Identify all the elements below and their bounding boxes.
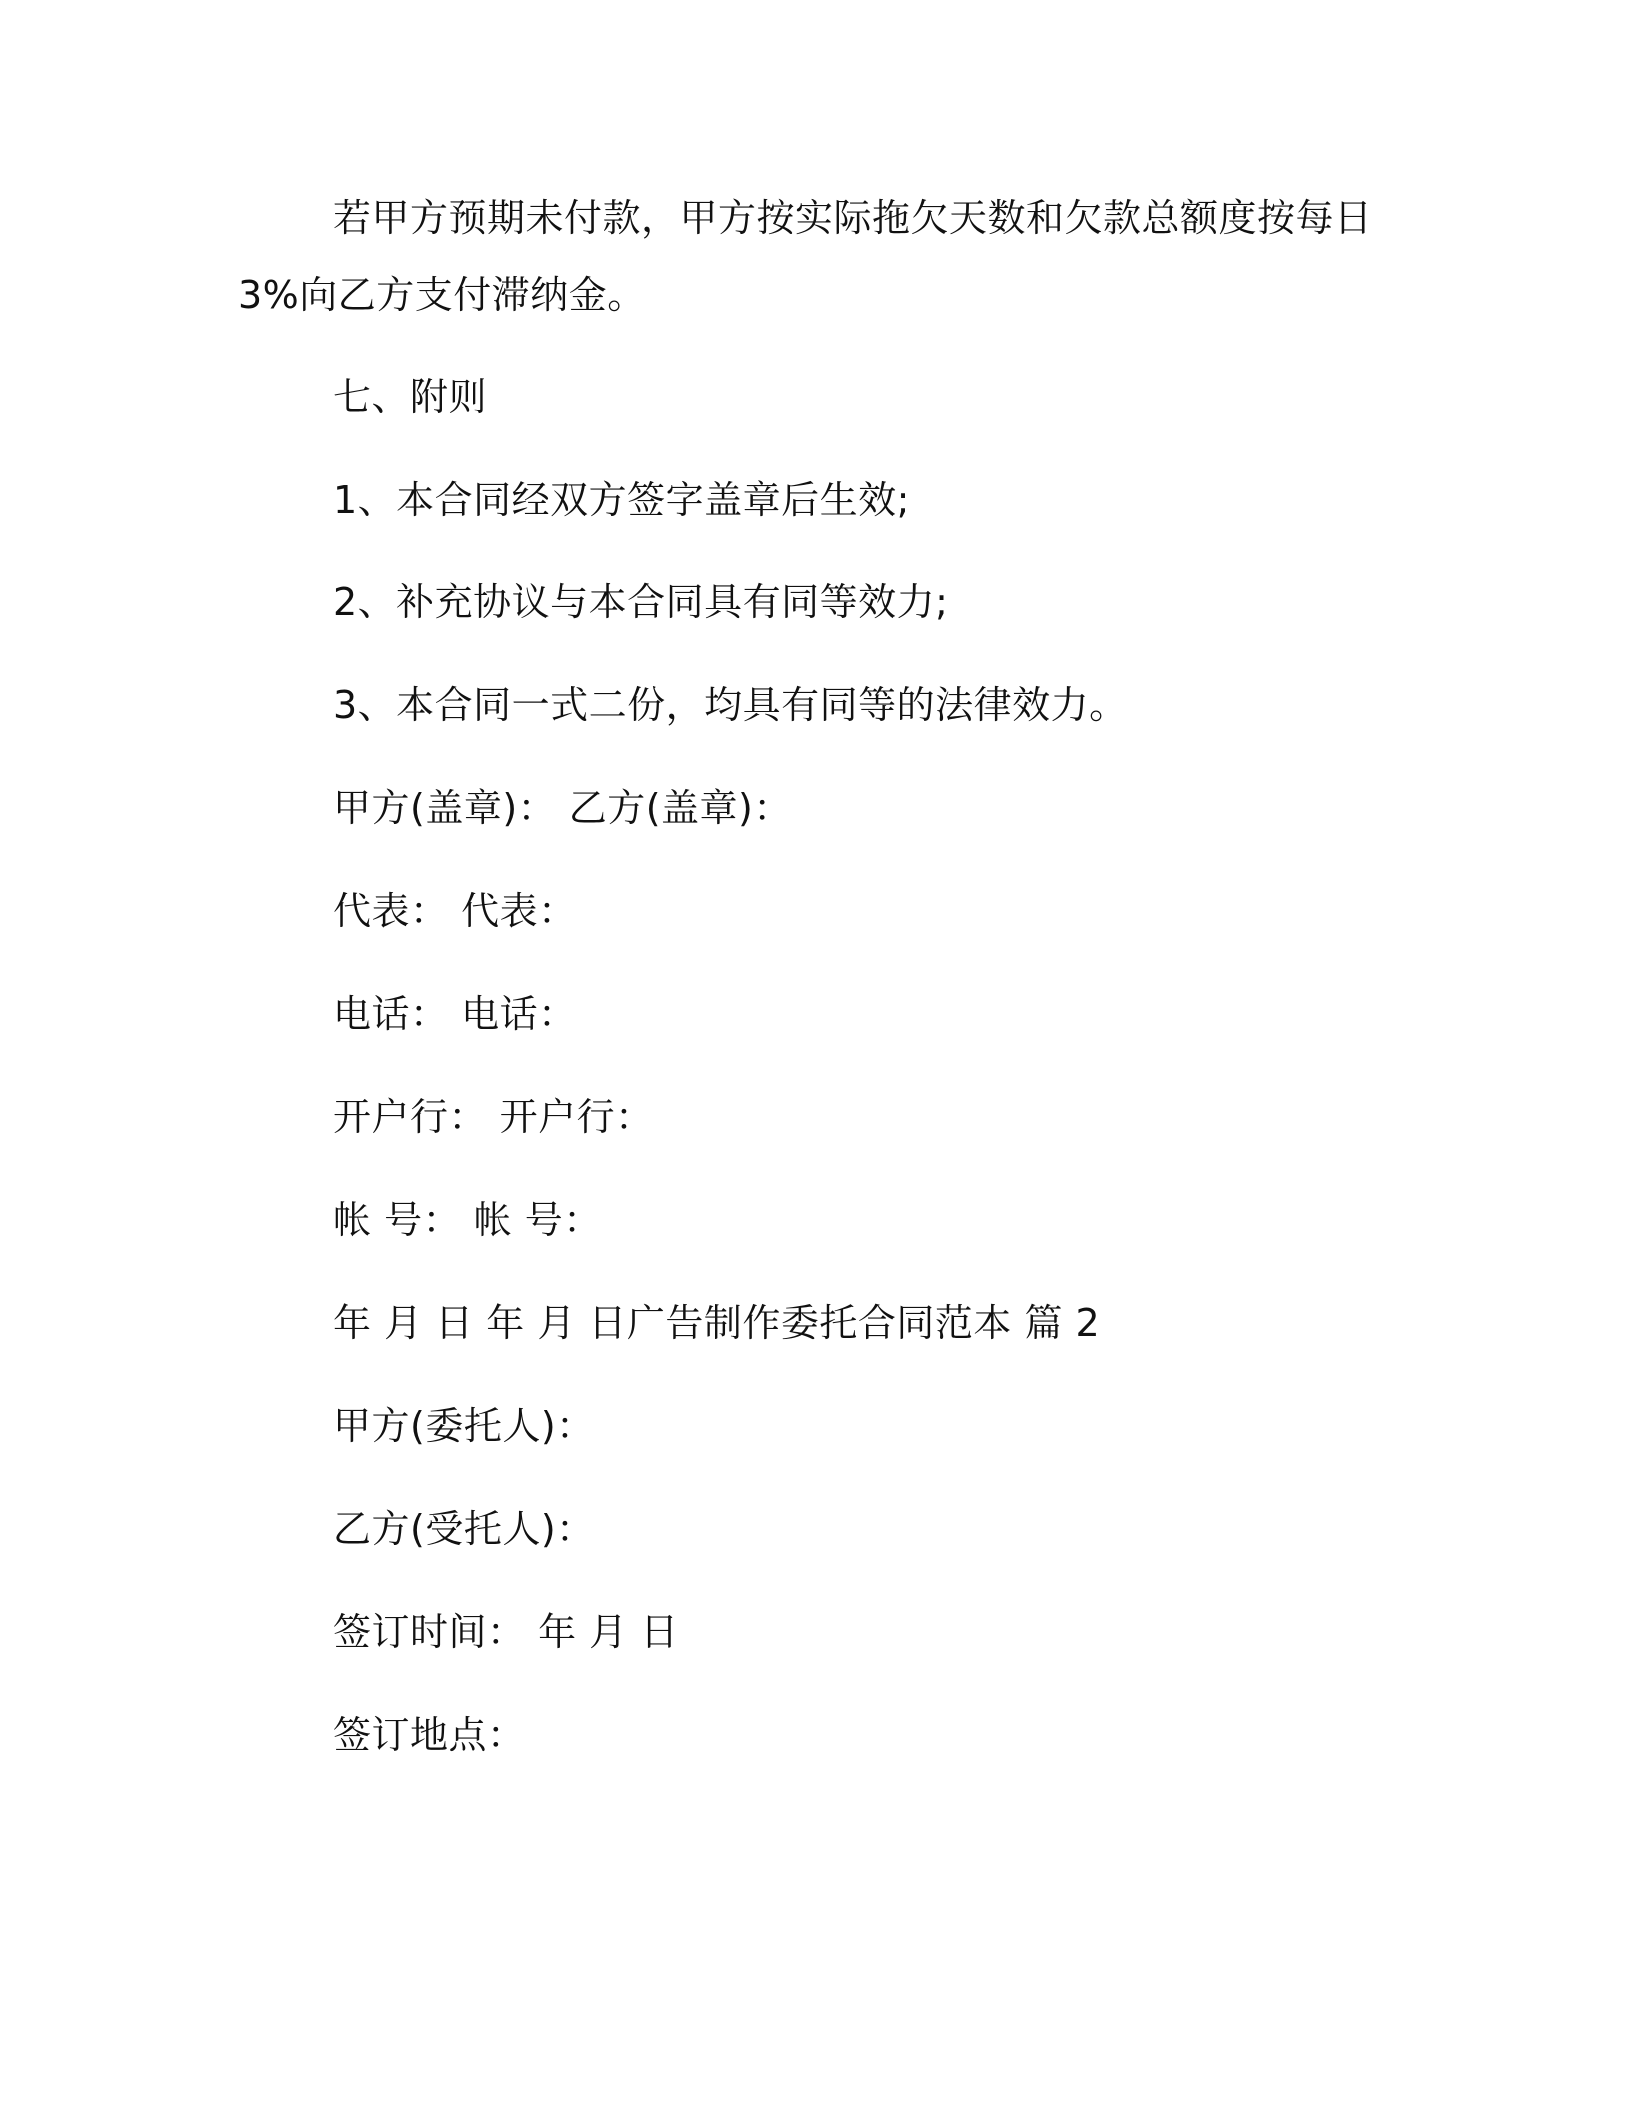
signature-representative-line: 代表： 代表： [333, 889, 577, 933]
party-a-line: 甲方(委托人)： [333, 1404, 595, 1448]
signature-party-line: 甲方(盖章)： 乙方(盖章)： [333, 786, 792, 830]
signature-account-line: 帐 号： 帐 号： [333, 1198, 602, 1242]
clause-3: 3、本合同一式二份，均具有同等的法律效力。 [333, 683, 1128, 727]
paragraph-line: 若甲方预期未付款，甲方按实际拖欠天数和欠款总额度按每日 [333, 196, 1373, 240]
party-b-line: 乙方(受托人)： [333, 1507, 595, 1551]
date-and-title-line: 年 月 日 年 月 日广告制作委托合同范本 篇 2 [333, 1301, 1101, 1345]
paragraph-line: 3%向乙方支付滞纳金。 [238, 273, 646, 317]
signature-bank-line: 开户行： 开户行： [333, 1095, 654, 1139]
signing-place-line: 签订地点： [333, 1713, 526, 1757]
signature-phone-line: 电话： 电话： [333, 992, 577, 1036]
section-heading: 七、附则 [333, 375, 488, 419]
clause-1: 1、本合同经双方签字盖章后生效; [333, 478, 910, 522]
signing-time-line: 签订时间： 年 月 日 [333, 1610, 679, 1654]
clause-2: 2、补充协议与本合同具有同等效力; [333, 580, 949, 624]
